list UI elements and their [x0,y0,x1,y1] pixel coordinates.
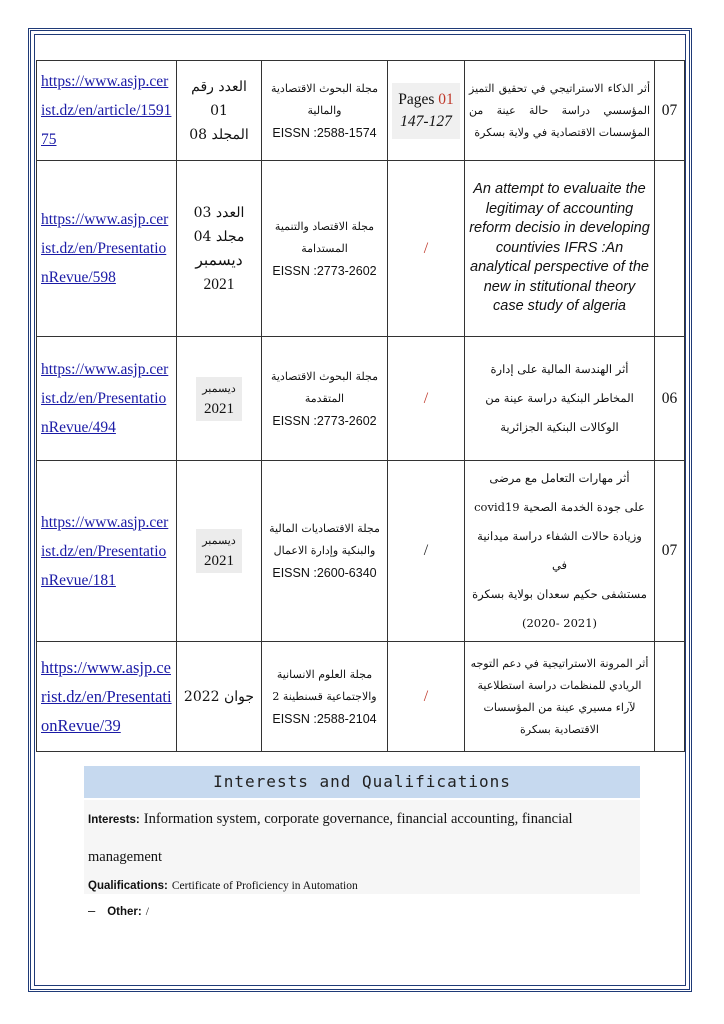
journal-cell [262,161,388,337]
title-line: أثر مهارات التعامل مع مرضى [489,471,630,485]
interests-label: Interests: [88,814,140,826]
paper-title: أثر الذكاء الاستراتيجي في تحقيق التميز المؤسسي دراسة حالة عينة من المؤسسات الاقتصادية في ولاية بسكرة [469,81,650,139]
journal-cell [262,61,388,161]
issue-line: المجلد 08 [189,126,249,143]
table-row [37,461,685,642]
pages-cell [388,61,465,161]
pages-cell [388,642,465,752]
pages-value: / [423,687,429,705]
journal-cell [262,461,388,642]
eissn: EISSN :2600-6340 [272,566,377,580]
pages-start: 01 [438,90,454,108]
pages-range: 147-127 [400,112,452,130]
issue-year: 2021 [204,553,234,569]
title-cell [465,337,655,461]
journal-name-line: والبنكية وإدارة الاعمال [273,544,376,557]
journal-name-line: مجلة الاقتصاد والتنمية [274,219,375,233]
number-cell [655,337,685,461]
qualifications-label: Qualifications: [88,880,168,892]
eissn: EISSN :2773-2602 [272,413,377,428]
number-cell [655,642,685,752]
issue-year: 2021 [204,400,234,417]
journal-name-line: مجلة الاقتصاديات المالية [269,522,380,535]
url-cell [37,461,177,642]
table-row [37,161,685,337]
issue-cell [177,337,262,461]
interests-line [88,810,573,828]
pages-label: Pages [398,90,435,108]
section-heading: Interests and Qualifications [84,766,640,798]
bullet-dash: – [88,903,96,918]
row-number: 07 [661,542,678,559]
paper-title: أثر الهندسة المالية على إدارة المخاطر البنكية دراسة عينة من الوكالات البنكية الجزائرية [485,362,634,434]
title-line: (2021 -2020) [521,616,598,630]
issue-cell [177,61,262,161]
issue-cell [177,461,262,642]
issue-date: جوان 2022 [183,688,255,705]
journal-name-line: والاجتماعية قسنطينة 2 [272,689,377,703]
row-number: 07 [661,101,678,119]
issue-line: العدد رقم 01 [191,78,247,119]
journal-cell [262,642,388,752]
title-cell [465,161,655,337]
journal-link[interactable]: https://www.asjp.cerist.dz/en/PresentationRevue/494 [41,361,169,436]
paper-title: An attempt to evaluaite the legitimay of accounting reform decisio in developing countivies IFRS :An analytical perspective of the new in stitutional theory case study of algeria [469,181,650,315]
interests-line-continued [88,848,162,866]
interests-value: Information system, corporate governance, financial accounting, financial [143,811,573,827]
number-cell [655,461,685,642]
table-row [37,642,685,752]
url-cell [37,642,177,752]
journal-name-line: مجلة البحوث الاقتصادية [270,81,379,95]
paper-title [469,464,650,638]
issue-line: العدد 03 [193,204,245,221]
table-row [37,337,685,461]
journal-link[interactable]: https://www.asjp.cerist.dz/en/PresentationRevue/181 [41,513,169,589]
title-line: مستشفى حكيم سعدان بولاية بسكرة [472,587,647,601]
number-cell [655,61,685,161]
pages-value: / [423,389,429,407]
url-cell [37,161,177,337]
title-line: على جودة الخدمة الصحية covid19 [474,500,645,514]
journal-link[interactable]: https://www.asjp.cerist.dz/en/PresentationRevue/39 [41,658,172,735]
issue-date [196,529,242,573]
journal-name-line: المتقدمة [304,391,345,405]
interests-value-continued: management [88,849,163,865]
journal-name-line: المستدامة [301,241,348,255]
issue-line: مجلد 04 [193,228,245,245]
pages-cell [388,337,465,461]
eissn: EISSN :2588-1574 [272,125,377,140]
title-line: وزيادة حالات الشفاء دراسة ميدانية في [477,529,642,572]
qualifications-line [88,876,358,894]
row-number: 06 [661,389,678,407]
number-cell [655,161,685,337]
issue-cell [177,642,262,752]
issue-month: ديسمبر [202,381,236,395]
article-link[interactable]: https://www.asjp.cerist.dz/en/article/159175 [41,73,172,148]
pages-value: / [423,239,429,257]
issue-month: ديسمبر [202,534,236,547]
title-cell [465,642,655,752]
paper-title: أثر المرونة الاستراتيجية في دعم التوجه الريادي للمنظمات دراسة استطلاعية لآراء مسيري عينة من المؤسسات الاقتصادية بسكرة [470,656,649,736]
pages-cell [388,461,465,642]
title-cell [465,461,655,642]
publications-table [36,60,685,752]
journal-name-line: مجلة العلوم الانسانية [276,667,373,681]
eissn: EISSN :2588-2104 [272,711,377,726]
other-line [88,902,149,920]
pages-value: / [423,542,429,559]
other-value: / [145,906,149,918]
journal-name-line: مجلة البحوث الاقتصادية [270,369,379,383]
table-row [37,61,685,161]
issue-cell [177,161,262,337]
issue-line: ديسمبر 2021 [195,251,243,293]
url-cell [37,337,177,461]
journal-cell [262,337,388,461]
pages-cell [388,161,465,337]
other-label: Other: [107,906,142,918]
url-cell [37,61,177,161]
qualifications-value: Certificate of Proficiency in Automation [171,880,358,892]
journal-name-line: والمالية [307,103,342,117]
issue-date [196,377,242,421]
title-cell [465,61,655,161]
eissn: EISSN :2773-2602 [272,263,377,278]
journal-link[interactable]: https://www.asjp.cerist.dz/en/PresentationRevue/598 [41,211,169,286]
